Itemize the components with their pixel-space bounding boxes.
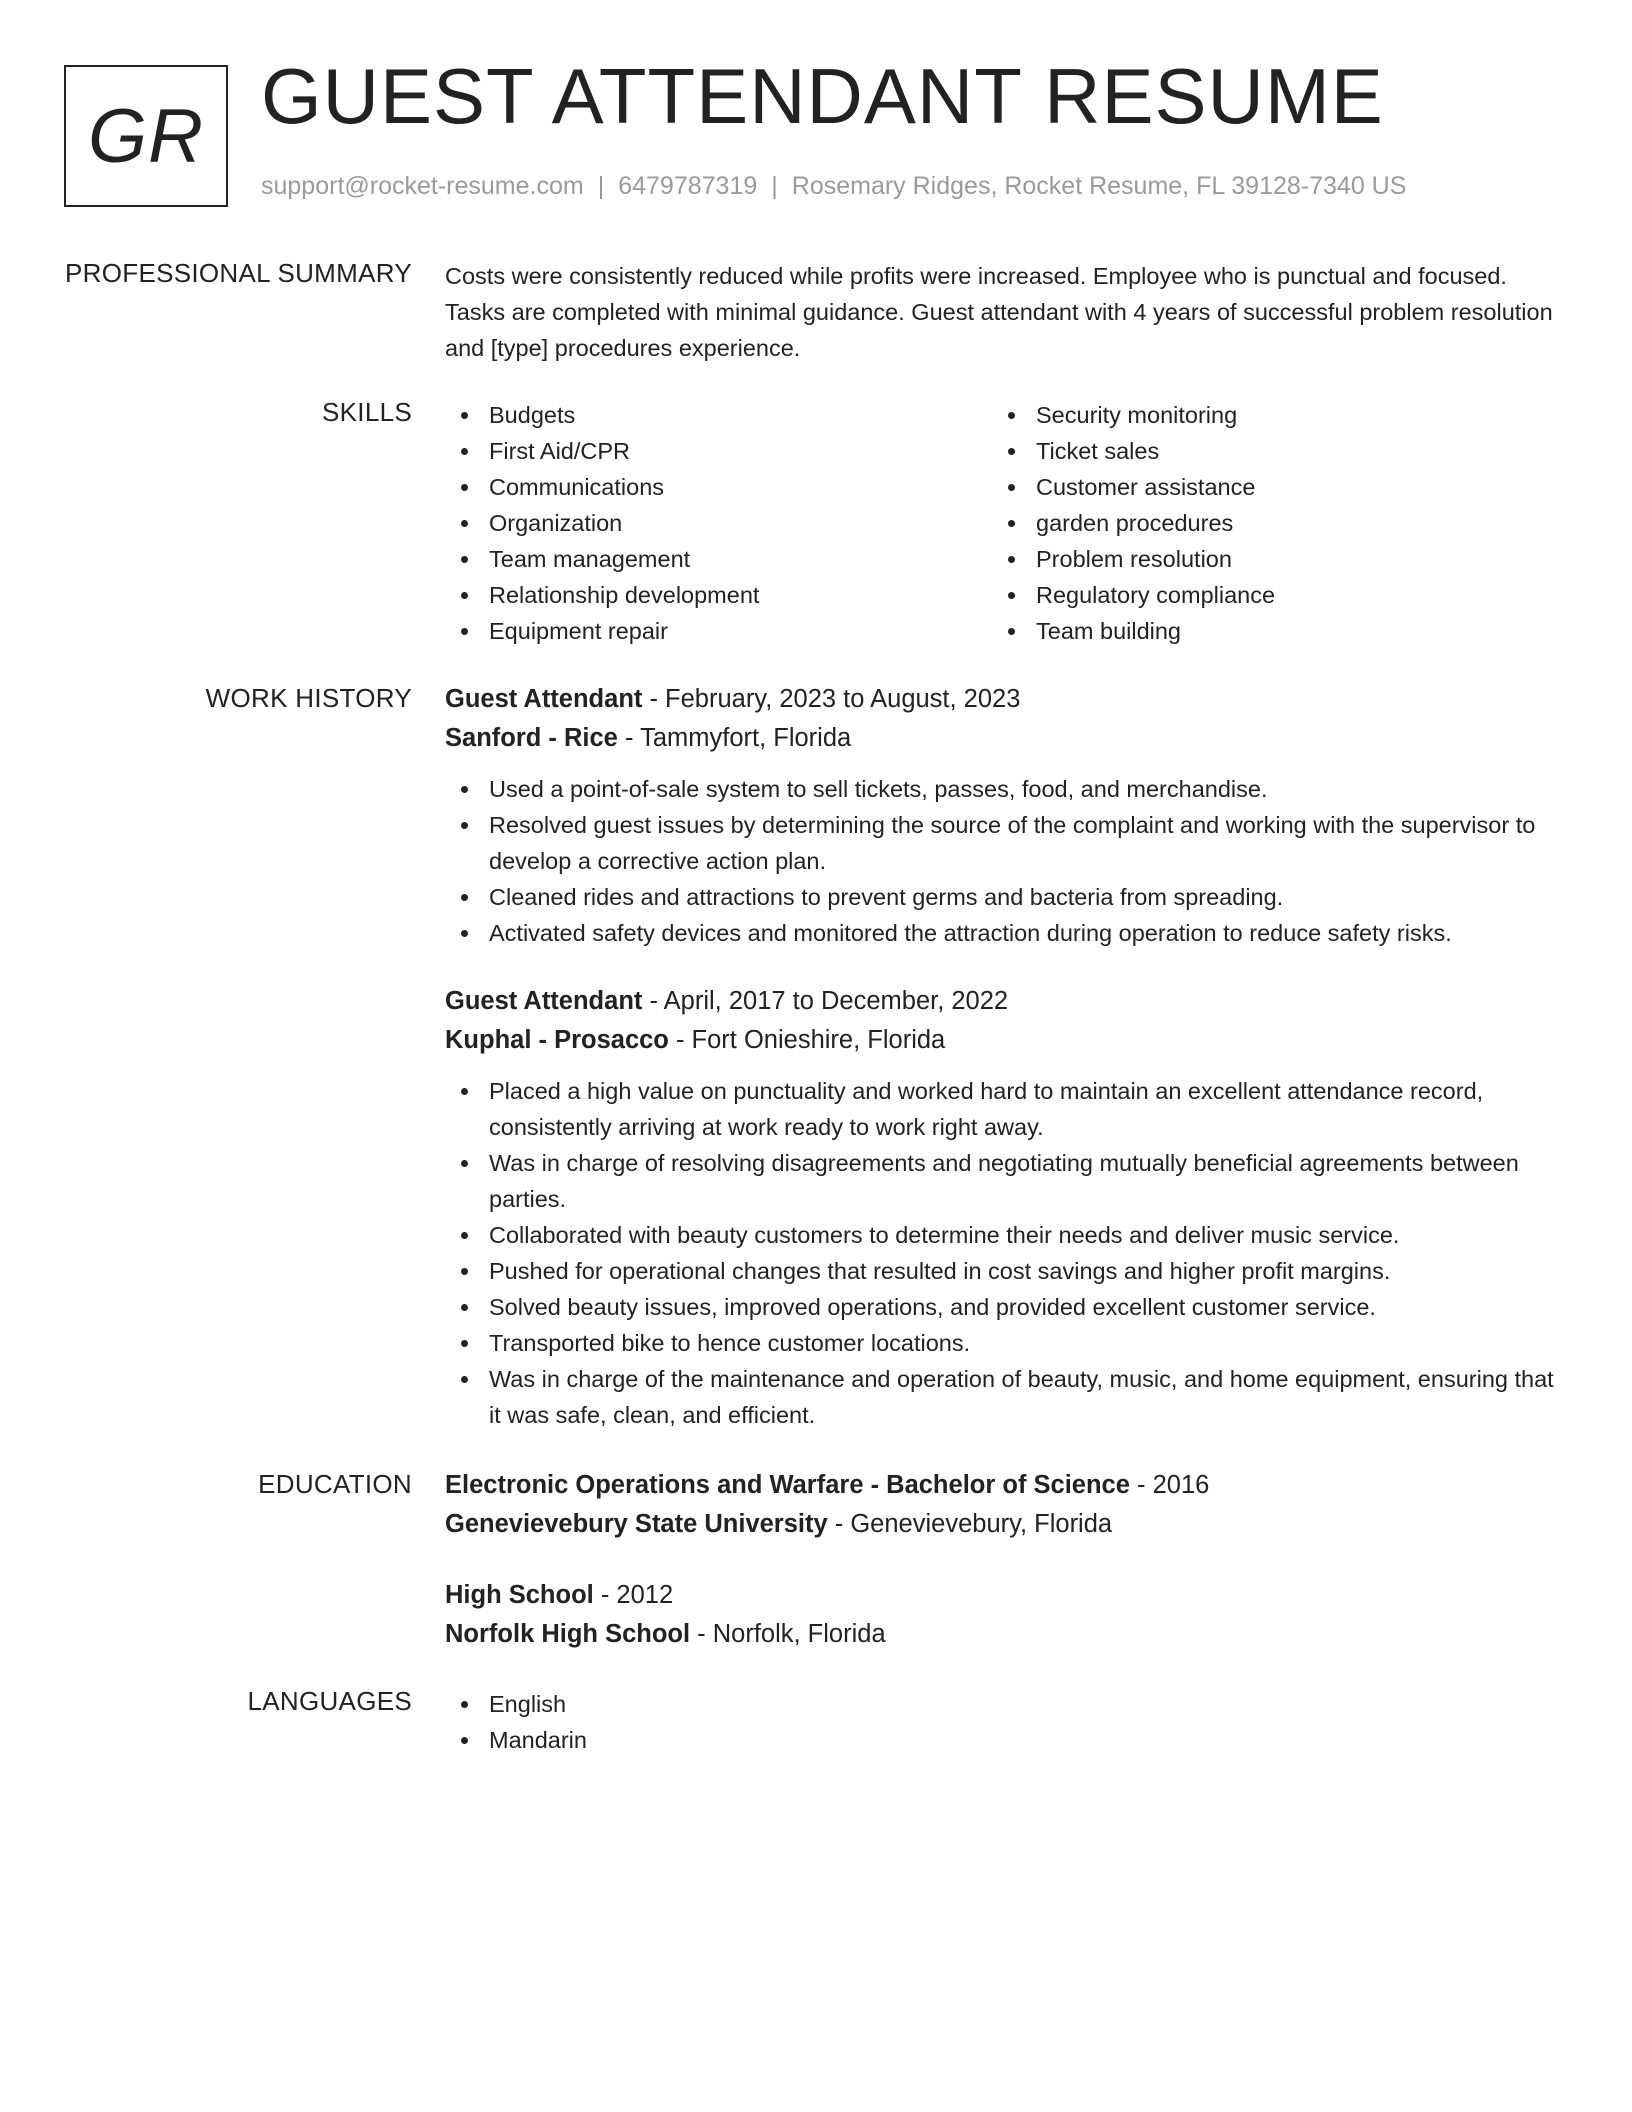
monogram-box xyxy=(64,65,228,207)
job-dates: - April, 2017 to December, 2022 xyxy=(642,987,1009,1015)
languages-heading: LANGUAGES xyxy=(247,1686,412,1716)
skills-column-right xyxy=(992,397,1532,649)
skill-item: garden procedures xyxy=(992,505,1532,541)
job-dates: - February, 2023 to August, 2023 xyxy=(642,685,1021,713)
education-school: Genevievebury State University xyxy=(445,1510,828,1538)
job-bullet: Cleaned rides and attractions to prevent germs and bacteria from spreading. xyxy=(445,879,1565,915)
job-company-line xyxy=(445,719,1565,758)
job-bullet: Transported bike to hence customer locations. xyxy=(445,1325,1565,1361)
summary-heading: PROFESSIONAL SUMMARY xyxy=(65,258,412,288)
job-location: - Tammyfort, Florida xyxy=(617,724,852,752)
job-title: Guest Attendant xyxy=(445,685,643,713)
monogram-initials: GR xyxy=(88,93,204,179)
skill-item: Organization xyxy=(445,505,985,541)
job-company: Sanford - Rice xyxy=(445,724,618,752)
education-degree-line xyxy=(445,1466,1565,1505)
skills-heading: SKILLS xyxy=(322,397,412,427)
education-heading: EDUCATION xyxy=(258,1469,412,1499)
work-history-heading: WORK HISTORY xyxy=(205,683,412,713)
job-bullet: Used a point-of-sale system to sell tickets, passes, food, and merchandise. xyxy=(445,771,1565,807)
job-bullet: Pushed for operational changes that resulted in cost savings and higher profit margins. xyxy=(445,1253,1565,1289)
job-bullet: Was in charge of resolving disagreements and negotiating mutually beneficial agreements between parties. xyxy=(445,1145,1565,1217)
skill-item: Customer assistance xyxy=(992,469,1532,505)
language-item: Mandarin xyxy=(445,1722,1565,1758)
job-entry xyxy=(445,982,1565,1433)
education-degree: High School xyxy=(445,1581,594,1609)
skill-item: Communications xyxy=(445,469,985,505)
education-degree: Electronic Operations and Warfare - Bachelor of Science xyxy=(445,1471,1130,1499)
resume-title: GUEST ATTENDANT RESUME xyxy=(261,52,1384,140)
job-bullet: Activated safety devices and monitored the attraction during operation to reduce safety risks. xyxy=(445,915,1565,951)
contact-line xyxy=(261,172,1406,201)
job-company: Kuphal - Prosacco xyxy=(445,1026,669,1054)
skill-item: Equipment repair xyxy=(445,613,985,649)
job-title-line xyxy=(445,982,1565,1021)
education-entry xyxy=(445,1576,1565,1654)
skill-item: Team management xyxy=(445,541,985,577)
skill-item: Security monitoring xyxy=(992,397,1532,433)
education-school-line xyxy=(445,1615,1565,1654)
contact-separator: | xyxy=(771,172,778,200)
skill-item: Team building xyxy=(992,613,1532,649)
summary-text: Costs were consistently reduced while profits were increased. Employee who is punctual and focused. Tasks are completed with minimal guidance. Guest attendant with 4 years of successful problem resolution and [type] procedures experience. xyxy=(445,263,1553,361)
education-school: Norfolk High School xyxy=(445,1620,691,1648)
job-title-line xyxy=(445,680,1565,719)
skill-item: Problem resolution xyxy=(992,541,1532,577)
education-entry xyxy=(445,1466,1565,1544)
language-item: English xyxy=(445,1686,1565,1722)
contact-email[interactable]: support@rocket-resume.com xyxy=(261,172,584,200)
job-bullets xyxy=(445,1073,1565,1433)
job-bullet: Was in charge of the maintenance and operation of beauty, music, and home equipment, ensuring that it was safe, clean, and efficient. xyxy=(445,1361,1565,1433)
education-school-line xyxy=(445,1505,1565,1544)
job-bullets xyxy=(445,771,1565,951)
skill-item: First Aid/CPR xyxy=(445,433,985,469)
job-bullet: Solved beauty issues, improved operations, and provided excellent customer service. xyxy=(445,1289,1565,1325)
job-bullet: Collaborated with beauty customers to determine their needs and deliver music service. xyxy=(445,1217,1565,1253)
skill-item: Ticket sales xyxy=(992,433,1532,469)
job-bullet: Resolved guest issues by determining the source of the complaint and working with the supervisor to develop a corrective action plan. xyxy=(445,807,1565,879)
job-bullet: Placed a high value on punctuality and worked hard to maintain an excellent attendance record, consistently arriving at work ready to work right away. xyxy=(445,1073,1565,1145)
contact-phone[interactable]: 6479787319 xyxy=(618,172,758,200)
skill-item: Relationship development xyxy=(445,577,985,613)
contact-separator: | xyxy=(597,172,605,200)
education-location: - Norfolk, Florida xyxy=(690,1620,886,1648)
skills-column-left xyxy=(445,397,985,649)
skill-item: Regulatory compliance xyxy=(992,577,1532,613)
job-company-line xyxy=(445,1021,1565,1060)
education-location: - Genevievebury, Florida xyxy=(827,1510,1113,1538)
job-title: Guest Attendant xyxy=(445,987,643,1015)
job-entry xyxy=(445,680,1565,951)
education-degree-line xyxy=(445,1576,1565,1615)
education-year: - 2016 xyxy=(1129,1471,1210,1499)
job-location: - Fort Onieshire, Florida xyxy=(668,1026,946,1054)
education-year: - 2012 xyxy=(593,1581,674,1609)
skill-item: Budgets xyxy=(445,397,985,433)
contact-address: Rosemary Ridges, Rocket Resume, FL 39128-7340 US xyxy=(791,172,1407,200)
languages-list xyxy=(445,1686,1565,1758)
